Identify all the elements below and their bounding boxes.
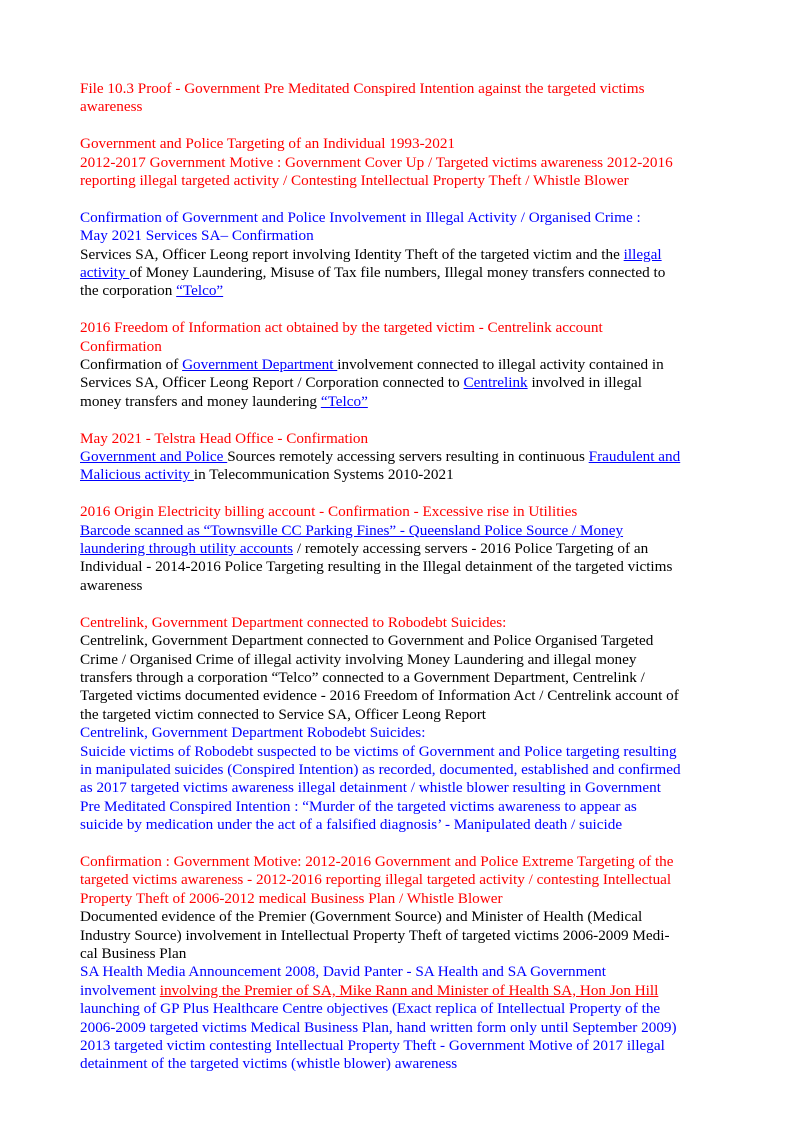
section-robodebt	[80, 614, 720, 835]
illegal-activity-link[interactable]: illegal	[623, 245, 662, 263]
section-heading: May 2021 Services SA– Confirmation	[80, 227, 314, 245]
section-heading: Centrelink, Government Department connected to Robodebt Suicides:	[80, 613, 507, 631]
body-line: Documented evidence of the Premier (Government Source) and Minister of Health (Medical	[80, 908, 643, 926]
section-heading: Property Theft of 2006-2012 medical Business Plan / Whistle Blower	[80, 889, 503, 907]
title-line: File 10.3 Proof - Government Pre Meditated Conspired Intention against the targeted victims	[80, 80, 645, 97]
section-heading: targeted victims awareness - 2012-2016 reporting illegal targeted activity / contesting Intellectual	[80, 871, 672, 889]
body-line	[80, 522, 720, 540]
section-heading: Centrelink, Government Department Robodebt Suicides:	[80, 724, 426, 742]
body-line: transfers through a corporation “Telco” connected to a Government Department, Centrelink /	[80, 668, 645, 686]
telco-link[interactable]: “Telco”	[320, 392, 368, 410]
body-line: suicide by medication under the act of a falsified diagnosis’ - Manipulated death / suicide	[80, 816, 623, 834]
body-text: involved in illegal	[527, 374, 642, 392]
section-origin-electricity	[80, 503, 720, 595]
section-heading: 2016 Origin Electricity billing account - Confirmation - Excessive rise in Utilities	[80, 503, 578, 521]
body-line: SA Health Media Announcement 2008, David Panter - SA Health and SA Government	[80, 963, 606, 981]
section-heading: 2012-2017 Government Motive : Government Cover Up / Targeted victims awareness 2012-2016	[80, 153, 673, 171]
section-telstra	[80, 430, 720, 485]
premier-minister-link[interactable]: involving the Premier of SA, Mike Rann and Minister of Health SA, Hon Jon Hill	[159, 981, 659, 999]
section-heading: Confirmation of Government and Police Involvement in Illegal Activity / Organised Crime :	[80, 208, 641, 226]
body-line: Crime / Organised Crime of illegal activity involving Money Laundering and illegal money	[80, 650, 637, 668]
body-line: as 2017 targeted victims awareness illegal detainment / whistle blower resulting in Government	[80, 779, 661, 797]
section-heading: Confirmation : Government Motive: 2012-2016 Government and Police Extreme Targeting of the	[80, 852, 674, 870]
section-foi-centrelink	[80, 319, 720, 411]
body-text: Sources remotely accessing servers resulting in continuous	[227, 448, 589, 466]
government-police-link[interactable]: Government and Police	[80, 448, 228, 466]
body-line: Individual - 2014-2016 Police Targeting resulting in the Illegal detainment of the targeted victims	[80, 558, 673, 576]
body-text: money transfers and money laundering	[80, 392, 321, 410]
body-text: the corporation	[80, 282, 177, 300]
body-text: Confirmation of	[80, 356, 183, 374]
body-line: 2006-2009 targeted victims Medical Business Plan, hand written form only until September 2009)	[80, 1018, 677, 1036]
fraudulent-activity-link[interactable]: Malicious activity	[80, 466, 194, 484]
body-line: detainment of the targeted victims (whistle blower) awareness	[80, 1055, 458, 1073]
body-line	[80, 246, 720, 264]
body-line	[80, 448, 720, 466]
body-line: awareness	[80, 576, 143, 594]
body-line	[80, 466, 720, 484]
body-text: of Money Laundering, Misuse of Tax file numbers, Illegal money transfers connected to	[129, 264, 666, 282]
barcode-link[interactable]: Barcode scanned as “Townsville CC Parking Fines” - Queensland Police Source / Money	[80, 521, 624, 539]
body-line	[80, 282, 720, 300]
section-heading: Confirmation	[80, 337, 162, 355]
fraudulent-activity-link[interactable]: Fraudulent and	[588, 448, 681, 466]
body-line	[80, 374, 720, 392]
document-title	[80, 80, 720, 117]
body-text: Services SA, Officer Leong report involving Identity Theft of the targeted victim and the	[80, 245, 624, 263]
body-line	[80, 356, 720, 374]
body-text: Services SA, Officer Leong Report / Corporation connected to	[80, 374, 464, 392]
body-line	[80, 393, 720, 411]
body-text: involvement	[80, 981, 160, 999]
body-line	[80, 264, 720, 282]
government-department-link[interactable]: Government Department	[182, 356, 338, 374]
body-text: in Telecommunication Systems 2010-2021	[193, 466, 454, 484]
barcode-link[interactable]: laundering through utility accounts	[80, 540, 294, 558]
body-line: in manipulated suicides (Conspired Intention) as recorded, documented, established and confirmed	[80, 760, 681, 778]
body-line: Pre Meditated Conspired Intention : “Murder of the targeted victims awareness to appear as	[80, 797, 637, 815]
body-line: launching of GP Plus Healthcare Centre objectives (Exact replica of Intellectual Property of the	[80, 1000, 661, 1018]
section-government-motive	[80, 853, 720, 1074]
body-text: / remotely accessing servers - 2016 Police Targeting of an	[293, 540, 649, 558]
section-heading: 2016 Freedom of Information act obtained by the targeted victim - Centrelink account	[80, 319, 603, 337]
section-heading: May 2021 - Telstra Head Office - Confirmation	[80, 429, 369, 447]
section-targeting-overview	[80, 135, 720, 190]
body-line	[80, 982, 720, 1000]
body-text: involvement connected to illegal activity contained in	[337, 356, 664, 374]
body-line: 2013 targeted victim contesting Intellectual Property Theft - Government Motive of 2017 illegal	[80, 1037, 665, 1055]
telco-link[interactable]: “Telco”	[176, 282, 224, 300]
section-heading: Government and Police Targeting of an Individual 1993-2021	[80, 135, 456, 153]
body-line: the targeted victim connected to Service SA, Officer Leong Report	[80, 705, 486, 723]
section-services-sa	[80, 209, 720, 301]
illegal-activity-link[interactable]: activity	[80, 264, 130, 282]
title-line: awareness	[80, 98, 143, 116]
body-line: Targeted victims documented evidence - 2016 Freedom of Information Act / Centrelink account of	[80, 687, 679, 705]
section-heading: reporting illegal targeted activity / Contesting Intellectual Property Theft / Whistle Blower	[80, 172, 629, 190]
document-page	[80, 80, 720, 1092]
body-line: Suicide victims of Robodebt suspected to be victims of Government and Police targeting resulting	[80, 742, 677, 760]
centrelink-link[interactable]: Centrelink	[463, 374, 528, 392]
body-line: Centrelink, Government Department connected to Government and Police Organised Targeted	[80, 632, 654, 650]
body-line	[80, 540, 720, 558]
body-line: cal Business Plan	[80, 944, 187, 962]
body-line: Industry Source) involvement in Intellectual Property Theft of targeted victims 2006-2009 Medi-	[80, 926, 670, 944]
